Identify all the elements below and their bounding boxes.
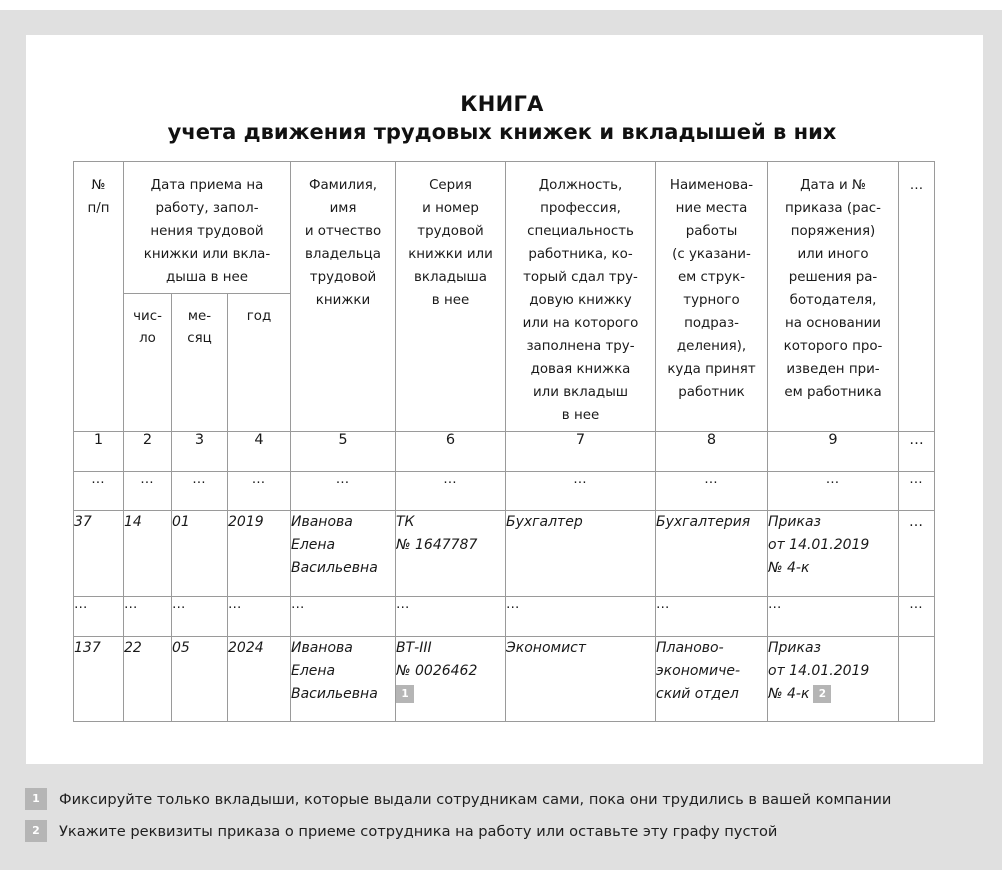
text-line: турного (683, 293, 740, 308)
ellipsis-cell: … (506, 597, 656, 637)
ellipsis-cell: … (656, 597, 768, 637)
ellipsis-cell: … (656, 472, 768, 511)
text-line: и номер (422, 201, 479, 216)
text-line: заполнена тру- (526, 339, 635, 354)
text-line: № 4-к 2 (768, 683, 898, 706)
header-year (228, 294, 291, 432)
text-line: трудовой (309, 270, 377, 285)
text-line: Елена (291, 537, 336, 553)
text-line: Васильевна (291, 686, 378, 702)
text-line: владельца (305, 247, 381, 262)
row-number: 37 (74, 511, 124, 597)
footnote-badge: 1 (25, 788, 47, 810)
ellipsis-cell: … (291, 472, 396, 511)
ellipsis-cell: … (768, 597, 899, 637)
text-line: Серия (429, 178, 472, 193)
text-line: ло (139, 331, 156, 346)
column-number: 3 (172, 432, 228, 472)
column-number: 1 (74, 432, 124, 472)
row-year: 2019 (228, 511, 291, 597)
text-line: год (246, 309, 272, 324)
text-line: Бухгалтерия (656, 514, 751, 530)
text-line: п/п (87, 201, 110, 216)
footnote-2 (25, 820, 777, 842)
text-line: куда принят (667, 362, 756, 377)
row-month: 05 (172, 637, 228, 722)
ellipsis-cell: … (228, 597, 291, 637)
ellipsis-cell: … (899, 472, 935, 511)
text-line: № 1647787 (396, 537, 478, 553)
ellipsis-cell: … (506, 472, 656, 511)
row-series-number (396, 637, 506, 722)
text-line: работу, запол- (155, 201, 259, 216)
text-line: довую книжку (529, 293, 632, 308)
footnote-text: Фиксируйте только вкладыши, которые выдали сотрудникам сами, пока они трудились в вашей компании (59, 790, 892, 808)
text-line: № 0026462 (396, 663, 478, 679)
footnote-text: Укажите реквизиты приказа о приеме сотрудника на работу или оставьте эту графу пустой (59, 822, 778, 840)
text-line: приказа (рас- (785, 201, 881, 216)
ellipsis-cell: … (172, 597, 228, 637)
row-more (899, 637, 935, 722)
series-text (396, 637, 505, 683)
text-line: ский отдел (656, 686, 739, 702)
column-number: … (899, 432, 935, 472)
header-month (172, 294, 228, 432)
text-line: Наименова- (669, 178, 754, 193)
row-workplace (656, 511, 768, 597)
footnote-badge: 2 (25, 820, 47, 842)
text-line: работника, ко- (528, 247, 633, 262)
column-number: 2 (124, 432, 172, 472)
header-row (74, 162, 935, 294)
text-line: Приказ (768, 640, 821, 656)
text-line: ем работника (784, 385, 882, 400)
ellipsis-cell: … (291, 597, 396, 637)
text-line: в нее (561, 408, 600, 423)
text-line: деления), (676, 339, 747, 354)
text-line: поряжения) (790, 224, 876, 239)
text-line: ВТ-III (396, 640, 432, 656)
ellipsis-cell: … (396, 597, 506, 637)
ellipsis-cell: … (74, 597, 124, 637)
text-line: от 14.01.2019 (768, 537, 870, 553)
row-day: 22 (124, 637, 172, 722)
text-line: Васильевна (291, 560, 378, 576)
document-title: КНИГА (460, 92, 544, 116)
text-line: от 14.01.2019 (768, 663, 870, 679)
document-subtitle: учета движения трудовых книжек и вкладышей в них (167, 120, 837, 144)
text-line: … (909, 178, 924, 193)
ellipsis-cell: … (172, 472, 228, 511)
table-row (74, 637, 935, 722)
text-line: трудовой (417, 224, 484, 239)
ellipsis-row (74, 472, 935, 511)
text-line: ние места (675, 201, 748, 216)
table-row (74, 511, 935, 597)
text-line: или иного (797, 247, 869, 262)
text-line: дыша в нее (166, 270, 248, 285)
text-line: Приказ (768, 514, 821, 530)
ellipsis-cell: … (396, 472, 506, 511)
row-month: 01 (172, 511, 228, 597)
text-line: ме- (187, 309, 212, 324)
text-line: Дата и № (800, 178, 866, 193)
text-line: № (91, 178, 106, 193)
ellipsis-cell: … (74, 472, 124, 511)
column-number: 8 (656, 432, 768, 472)
header-workplace (656, 162, 768, 432)
text-line: Иванова (291, 640, 353, 656)
row-position: Бухгалтер (506, 511, 656, 597)
ellipsis-cell: … (124, 472, 172, 511)
text-line: работник (678, 385, 745, 400)
text-line: чис- (133, 309, 162, 324)
row-order (768, 637, 899, 722)
header-more (899, 162, 935, 432)
text-line: книжки или вкла- (143, 247, 271, 262)
row-more: … (899, 511, 935, 597)
text-line: подраз- (684, 316, 739, 331)
text-line: ботодателя, (789, 293, 877, 308)
column-number: 9 (768, 432, 899, 472)
ellipsis-row (74, 597, 935, 637)
row-day: 14 (124, 511, 172, 597)
text-line: профессия, (540, 201, 621, 216)
text-line: нения трудовой (150, 224, 264, 239)
ellipsis-cell: … (768, 472, 899, 511)
text-line: экономиче- (656, 663, 741, 679)
footnote-marker-2[interactable]: 2 (813, 685, 831, 703)
footnote-marker-1[interactable]: 1 (396, 685, 414, 703)
text-line: довая книжка (530, 362, 631, 377)
text-line: Иванова (291, 514, 353, 530)
text-line: книжки (315, 293, 371, 308)
text-line: Елена (291, 663, 336, 679)
text-line: в нее (431, 293, 470, 308)
ellipsis-cell: … (124, 597, 172, 637)
header-order (768, 162, 899, 432)
row-position: Экономист (506, 637, 656, 722)
text-line: имя (329, 201, 357, 216)
text-line: Должность, (538, 178, 623, 193)
text-line: ТК (396, 514, 415, 530)
text-line: торый сдал тру- (523, 270, 638, 285)
text-line: Дата приема на (150, 178, 264, 193)
ledger-table (73, 161, 935, 722)
text-line: или вкладыш (532, 385, 629, 400)
text-line: (с указани- (672, 247, 751, 262)
column-number: 7 (506, 432, 656, 472)
text-line: которого про- (783, 339, 883, 354)
text-line: ем струк- (677, 270, 746, 285)
text-line: или на которого (522, 316, 639, 331)
row-full-name (291, 511, 396, 597)
header-number (74, 162, 124, 432)
text-line: работы (685, 224, 738, 239)
text-line: № 4-к (768, 560, 810, 576)
text-line: Планово- (656, 640, 724, 656)
header-series-number (396, 162, 506, 432)
column-number: 5 (291, 432, 396, 472)
header-position (506, 162, 656, 432)
row-year: 2024 (228, 637, 291, 722)
column-number-row (74, 432, 935, 472)
row-series-number (396, 511, 506, 597)
header-day (124, 294, 172, 432)
row-order (768, 511, 899, 597)
text-line: решения ра- (788, 270, 878, 285)
footnote-1 (25, 788, 891, 810)
ellipsis-cell: … (228, 472, 291, 511)
text-line: книжки или (408, 247, 493, 262)
text-line: и отчество (304, 224, 382, 239)
text-line: изведен при- (786, 362, 880, 377)
text-line: на основании (785, 316, 881, 331)
header-date-group (124, 162, 291, 294)
order-text (768, 637, 898, 706)
column-number: 4 (228, 432, 291, 472)
header-full-name (291, 162, 396, 432)
column-number: 6 (396, 432, 506, 472)
text-line: Фамилия, (308, 178, 378, 193)
ellipsis-cell: … (899, 597, 935, 637)
row-number: 137 (74, 637, 124, 722)
text-line: специальность (527, 224, 634, 239)
text-line: сяц (187, 331, 212, 346)
text-line: вкладыша (413, 270, 488, 285)
row-workplace (656, 637, 768, 722)
row-full-name (291, 637, 396, 722)
